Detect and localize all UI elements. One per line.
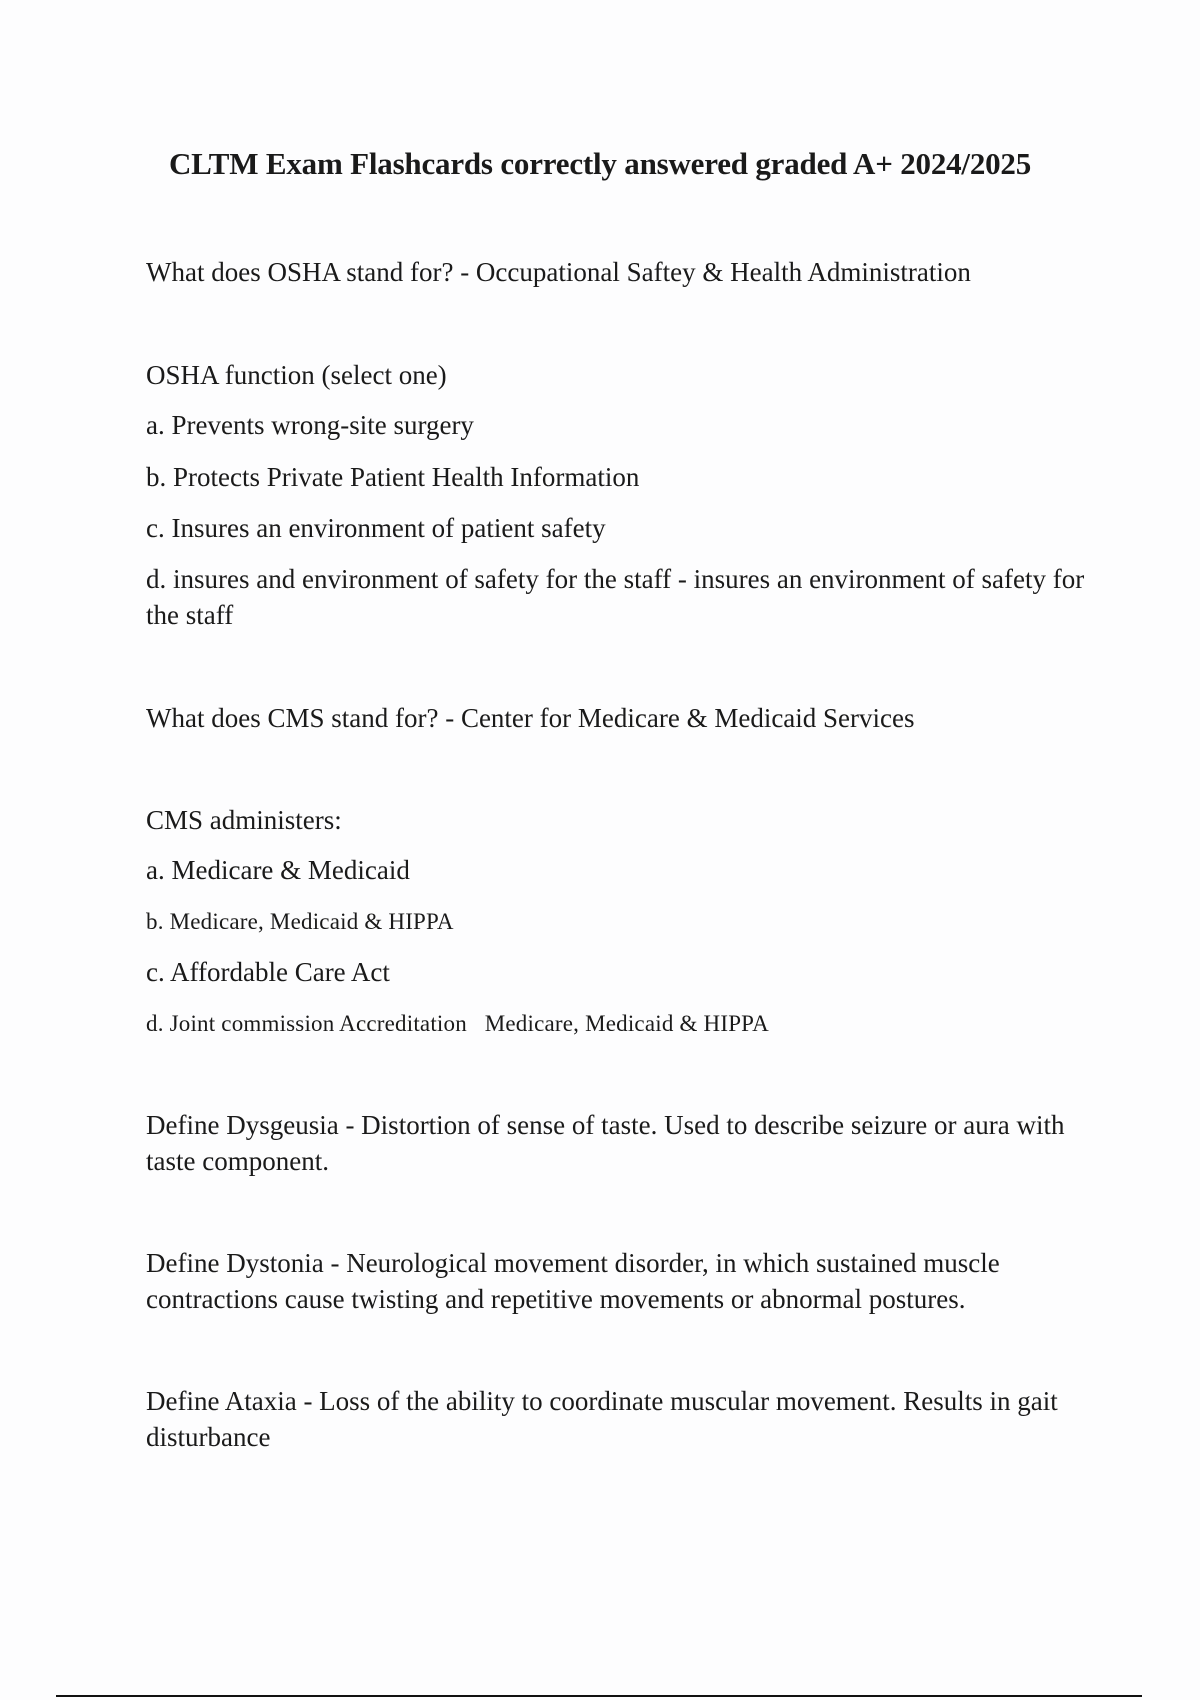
osha-function-question: OSHA function (select one): [146, 360, 447, 390]
flashcard-dysgeusia: Define Dysgeusia - Distortion of sense of taste. Used to describe seizure or aura with taste component.: [146, 1110, 1065, 1176]
document-title: CLTM Exam Flashcards correctly answered graded A+ 2024/2025: [168, 146, 1032, 181]
cms-option-a: a. Medicare & Medicaid: [146, 855, 410, 885]
osha-option-a: a. Prevents wrong-site surgery: [146, 410, 474, 440]
cms-option-d: d. Joint commission Accreditation Medicare, Medicaid & HIPPA: [146, 1011, 769, 1036]
flashcard-dystonia: Define Dystonia - Neurological movement disorder, in which sustained muscle contractions cause twisting and repetitive movements or abnormal postures.: [146, 1248, 1000, 1314]
cms-option-b: b. Medicare, Medicaid & HIPPA: [146, 909, 454, 934]
cms-administers-question: CMS administers:: [146, 805, 342, 835]
bottom-divider: [56, 1695, 1142, 1697]
osha-option-b: b. Protects Private Patient Health Information: [146, 462, 640, 492]
cms-option-c: c. Affordable Care Act: [146, 957, 390, 987]
flashcard-osha-definition: What does OSHA stand for? - Occupational Saftey & Health Administration: [146, 257, 971, 287]
flashcard-ataxia: Define Ataxia - Loss of the ability to coordinate muscular movement. Results in gait disturbance: [146, 1386, 1058, 1452]
flashcard-cms-definition: What does CMS stand for? - Center for Medicare & Medicaid Services: [146, 703, 915, 733]
osha-option-c: c. Insures an environment of patient safety: [146, 513, 606, 543]
osha-option-d: d. insures and environment of safety for the staff - insures an environment of safety for the staff: [146, 564, 1085, 630]
